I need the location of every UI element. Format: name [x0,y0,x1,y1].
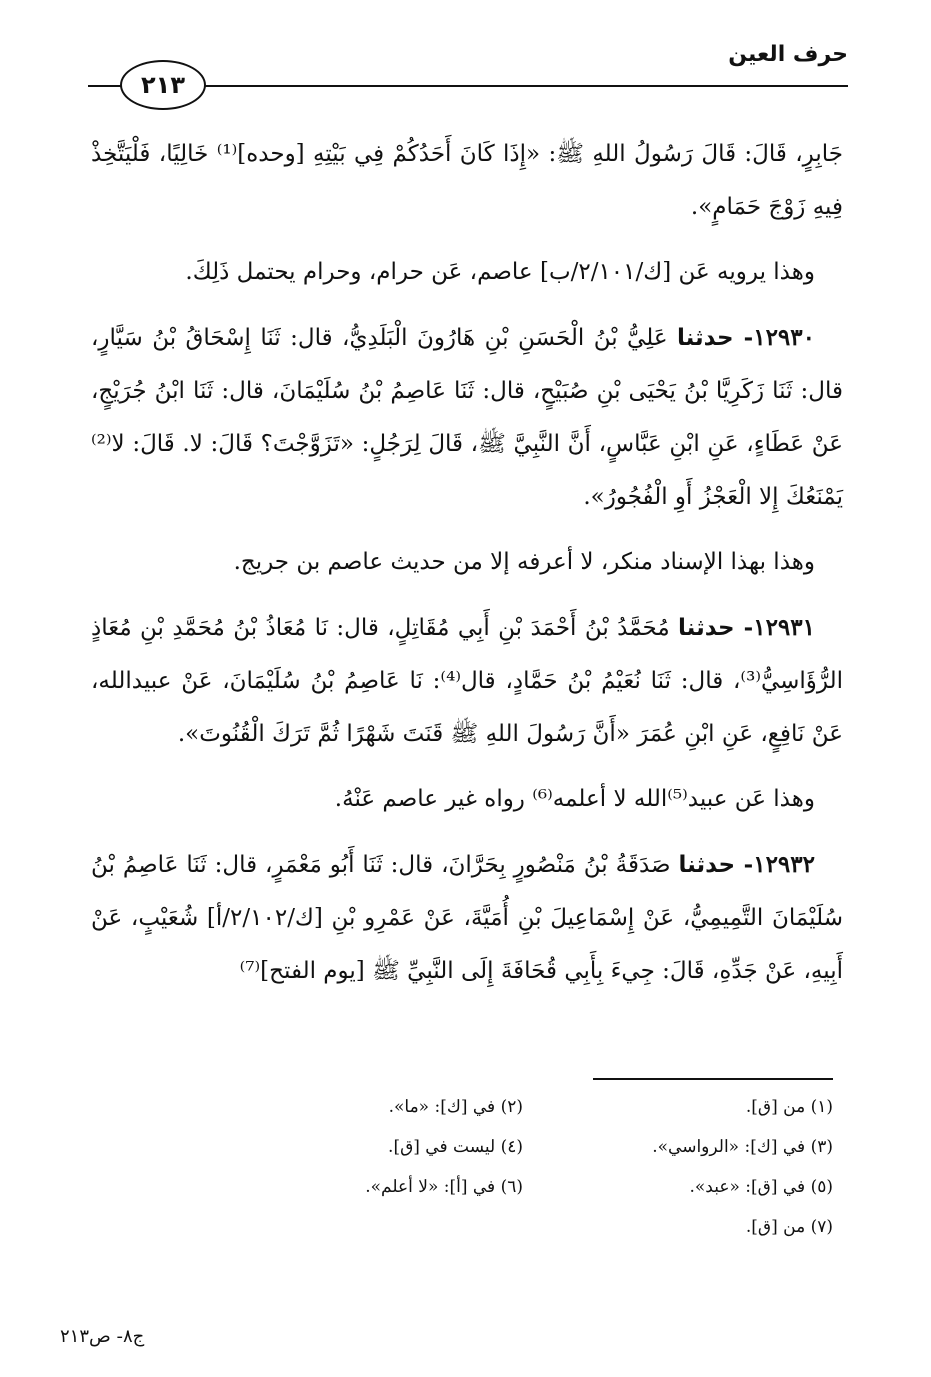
footnote-2: (٢) في [ك]: «ما». [388,1097,523,1117]
paragraph-4: وهذا بهذا الإسناد منكر، لا أعرفه إلا من حديث عاصم بن جريج. [233,549,815,575]
hadith-keyword: حدثنا [678,615,735,641]
hadith-number: ١٢٩٣١ [753,614,815,641]
page-signature: ج٨- ص٢١٣ [60,1326,145,1347]
footnote-6: (٦) في [أ]: «لا أعلم». [365,1177,523,1197]
page-header [88,40,848,110]
paragraph-6: وهذا عَن عبيد⁽⁵⁾الله لا أعلمه⁽⁶⁾ رواه غير عاصم عَنْهُ. [334,786,815,812]
page-number-badge: ٢١٣ [120,60,206,110]
footnote-rule [593,1078,833,1080]
paragraph-1: جَابِرٍ، قَالَ: قَالَ رَسُولُ اللهِ ﷺ: «إِذَا كَانَ أَحَدُكُمْ فِي بَيْتِهِ [وحده]⁽¹⁾ خَالِيًا، فَلْيَتَّخِذْ فِيهِ زَوْجَ حَمَامٍ». [91,141,843,220]
footnote-4: (٤) ليست في [ق]. [388,1137,523,1157]
footnote-7: (٧) من [ق]. [745,1217,833,1237]
footnote-3: (٣) في [ك]: «الرواسي». [652,1137,833,1157]
hadith-12931: ١٢٩٣١- حدثنا مُحَمَّدُ بْنُ أَحْمَدَ بْنِ أَبِي مُقَاتِلٍ، قال: نَا مُعَاذُ بْنُ مُحَمَّدِ بْنِ مُعَاذٍ الرُّؤَاسِيُّ⁽³⁾، قال: ثَنَا نُعَيْمُ بْنُ حَمَّادٍ، قال⁽⁴⁾: نَا عَاصِمُ بْنُ سُلَيْمَانَ، عَنْ عبيدالله، عَنْ نَافِعٍ، عَنِ ابْنِ عُمَرَ «أَنَّ رَسُولَ اللهِ ﷺ قَنَتَ شَهْرًا ثُمَّ تَرَكَ الْقُنُوتَ». [91,614,843,747]
hadith-number: ١٢٩٣٢ [753,851,815,878]
paragraph-2: وهذا يرويه عَن [ك/٢/١٠١/ب] عاصم، عَن حرام، وحرام يحتمل ذَلِكَ. [185,259,815,285]
hadith-keyword: حدثنا [678,852,736,878]
hadith-number: ١٢٩٣٠ [753,324,815,351]
hadith-keyword: حدثنا [677,325,734,351]
hadith-12932: ١٢٩٣٢- حدثنا صَدَقَةُ بْنُ مَنْصُورٍ بِحَرَّانَ، قال: ثَنَا أَبُو مَعْمَرٍ، قال: ثَنَا عَاصِمُ بْنُ سُلَيْمَانَ التَّمِيمِيُّ، عَنْ إِسْمَاعِيلَ بْنِ أُمَيَّةَ، عَنْ عَمْرِو بْنِ [ك/٢/١٠٢/أ] شُعَيْبٍ، عَنْ أَبِيهِ، عَنْ جَدِّهِ، قَالَ: جِيءَ بِأَبِي قُحَافَةَ إِلَى النَّبِيِّ ﷺ [يوم الفتح]⁽⁷⁾ [91,851,843,984]
hadith-text: مُحَمَّدُ بْنُ أَحْمَدَ بْنِ أَبِي مُقَاتِلٍ، قال: نَا مُعَاذُ بْنُ مُحَمَّدِ بْنِ مُعَاذٍ الرُّؤَاسِيُّ⁽³⁾، قال: ثَنَا نُعَيْمُ بْنُ حَمَّادٍ، قال⁽⁴⁾: نَا عَاصِمُ بْنُ سُلَيْمَانَ، عَنْ عبيدالله، عَنْ نَافِعٍ، عَنِ ابْنِ عُمَرَ «أَنَّ رَسُولَ اللهِ ﷺ قَنَتَ شَهْرًا ثُمَّ تَرَكَ الْقُنُوتَ». [91,615,843,747]
footnote-1: (١) من [ق]. [745,1097,833,1117]
main-text [91,128,843,1010]
running-title: حرف العين [728,42,848,67]
hadith-text: صَدَقَةُ بْنُ مَنْصُورٍ بِحَرَّانَ، قال: ثَنَا أَبُو مَعْمَرٍ، قال: ثَنَا عَاصِمُ بْنُ سُلَيْمَانَ التَّمِيمِيُّ، عَنْ إِسْمَاعِيلَ بْنِ أُمَيَّةَ، عَنْ عَمْرِو بْنِ [ك/٢/١٠٢/أ] شُعَيْبٍ، عَنْ أَبِيهِ، عَنْ جَدِّهِ، قَالَ: جِيءَ بِأَبِي قُحَافَةَ إِلَى النَّبِيِّ ﷺ [يوم الفتح]⁽⁷⁾ [91,852,843,984]
hadith-12930: ١٢٩٣٠- حدثنا عَلِيُّ بْنُ الْحَسَنِ بْنِ هَارُونَ الْبَلَدِيُّ، قال: ثَنَا إِسْحَاقُ بْنُ سَيَّارٍ، قال: ثَنَا زَكَرِيَّا بْنُ يَحْيَى بْنِ صُبَيْحٍ، قال: ثَنَا عَاصِمُ بْنُ سُلَيْمَانَ، قال: ثَنَا ابْنُ جُرَيْجٍ، عَنْ عَطَاءٍ، عَنِ ابْنِ عَبَّاسٍ، أَنَّ النَّبِيَّ ﷺ، قَالَ لِرَجُلٍ: «تَزَوَّجْتَ؟ قَالَ: لا. قَالَ: لا⁽²⁾ يَمْنَعُكَ إِلا الْعَجْزُ أَوِ الْفُجُورُ». [91,324,843,510]
footnote-5: (٥) في [ق]: «عبد». [689,1177,833,1197]
hadith-text: عَلِيُّ بْنُ الْحَسَنِ بْنِ هَارُونَ الْبَلَدِيُّ، قال: ثَنَا إِسْحَاقُ بْنُ سَيَّارٍ، قال: ثَنَا زَكَرِيَّا بْنُ يَحْيَى بْنِ صُبَيْحٍ، قال: ثَنَا عَاصِمُ بْنُ سُلَيْمَانَ، قال: ثَنَا ابْنُ جُرَيْجٍ، عَنْ عَطَاءٍ، عَنِ ابْنِ عَبَّاسٍ، أَنَّ النَّبِيَّ ﷺ، قَالَ لِرَجُلٍ: «تَزَوَّجْتَ؟ قَالَ: لا. قَالَ: لا⁽²⁾ يَمْنَعُكَ إِلا الْعَجْزُ أَوِ الْفُجُورُ». [91,325,843,510]
footnotes [233,1092,833,1242]
